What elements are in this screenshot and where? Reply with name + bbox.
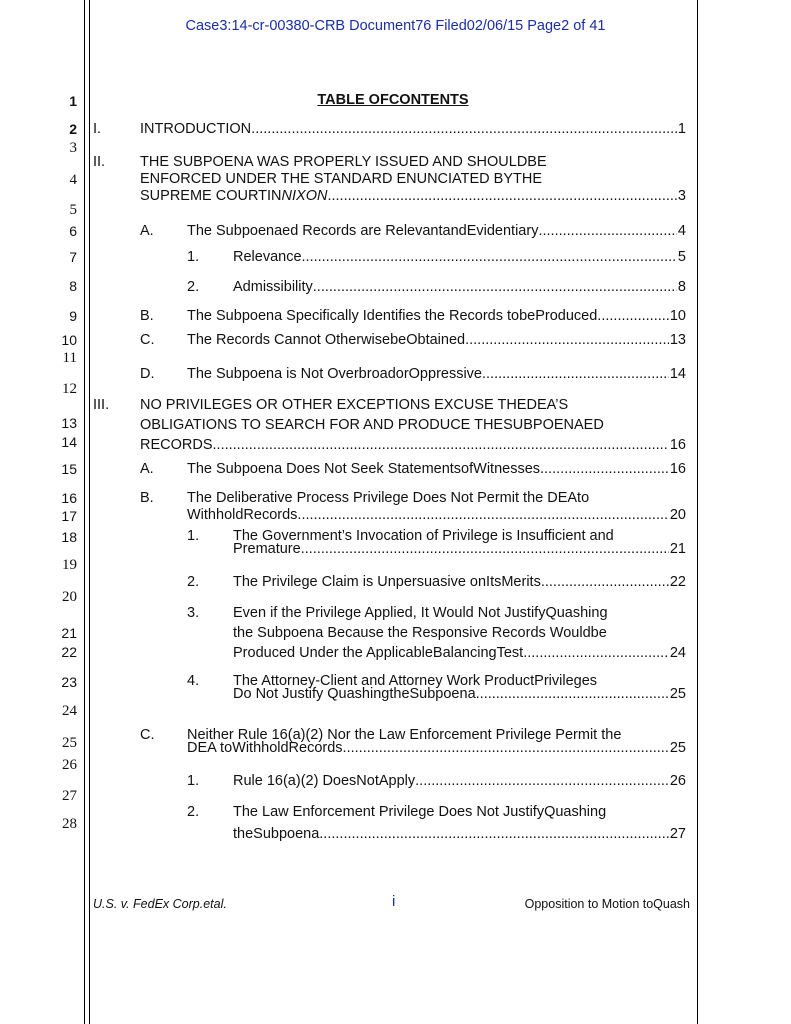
toc-entry-number: 1. <box>187 773 200 789</box>
line-number: 22 <box>61 644 77 660</box>
toc-entry-number: 2. <box>187 574 200 590</box>
toc-entry-heading-line <box>187 332 686 349</box>
line-number: 11 <box>62 350 77 366</box>
dot-leader <box>541 574 669 591</box>
dot-leader <box>319 826 669 843</box>
toc-entry-heading-line <box>233 773 686 790</box>
toc-entry-page: 25 <box>669 740 686 756</box>
line-number: 12 <box>62 381 77 397</box>
footer-case-name: U.S. v. FedEx Corp.etal. <box>93 897 227 911</box>
dot-leader <box>523 645 669 662</box>
line-number: 15 <box>61 461 77 477</box>
toc-entry-text: The Subpoena Does Not Seek StatementsofWitnesses <box>187 461 541 477</box>
line-number: 2 <box>69 121 77 137</box>
line-number: 1 <box>69 93 77 109</box>
toc-entry-number: I. <box>93 121 102 137</box>
toc-entry-number: 4. <box>187 673 200 689</box>
toc-entry-page: 8 <box>677 279 686 295</box>
toc-entry-page: 24 <box>669 645 686 661</box>
toc-entry-number: 2. <box>187 279 200 295</box>
toc-entry-number: 3. <box>187 605 200 621</box>
dot-leader <box>301 541 669 558</box>
toc-entry-text: Produced Under the ApplicableBalancingTest <box>233 645 524 661</box>
line-number: 27 <box>62 788 77 804</box>
toc-entry-page: 5 <box>677 249 686 265</box>
toc-entry-heading-line: The Deliberative Process Privilege Does Not Permit the DEAto <box>187 490 590 506</box>
toc-entry-heading-line: ENFORCED UNDER THE STANDARD ENUNCIATED BYTHE <box>140 171 543 187</box>
toc-entry-page: 27 <box>669 826 686 842</box>
toc-entry-heading-line <box>233 574 686 591</box>
toc-entry-heading-line <box>140 188 686 205</box>
toc-entry-text: SUPREME COURTINNIXON <box>140 188 328 204</box>
toc-entry-heading-line <box>233 249 686 266</box>
toc-entry-heading-line <box>233 826 686 843</box>
line-number: 18 <box>61 529 77 545</box>
toc-entry-heading-line: OBLIGATIONS TO SEARCH FOR AND PRODUCE THESUBPOENAED <box>140 417 604 433</box>
toc-entry-text: Premature <box>233 541 301 557</box>
toc-entry-heading-line <box>233 645 686 662</box>
line-number: 21 <box>61 625 77 641</box>
toc-entry-heading-line <box>187 740 686 757</box>
toc-entry-text: The Subpoena is Not OverbroadorOppressive <box>187 366 482 382</box>
toc-entry-text: WithholdRecords <box>187 507 298 523</box>
toc-entry-heading-line <box>187 308 686 325</box>
dot-leader <box>476 686 669 703</box>
dot-leader <box>465 332 669 349</box>
dot-leader <box>343 740 669 757</box>
line-number: 8 <box>69 278 77 294</box>
toc-entry-page: 22 <box>669 574 686 590</box>
toc-entry-heading-line: The Attorney-Client and Attorney Work ProductPrivileges <box>233 673 598 689</box>
toc-entry-text: The Records Cannot OtherwisebeObtained <box>187 332 466 348</box>
toc-entry-heading-line: Even if the Privilege Applied, It Would Not JustifyQuashing <box>233 605 608 621</box>
line-number: 16 <box>61 490 77 506</box>
toc-entry-heading-line <box>233 541 686 558</box>
toc-entry-heading-line <box>233 686 686 703</box>
left-margin-line-2 <box>89 0 90 1024</box>
toc-entry-heading-line: Neither Rule 16(a)(2) Nor the Law Enforcement Privilege Permit the <box>187 727 622 743</box>
toc-entry-text: Rule 16(a)(2) DoesNotApply <box>233 773 416 789</box>
line-number: 26 <box>62 757 77 773</box>
toc-entry-page: 25 <box>669 686 686 702</box>
toc-entry-page: 14 <box>669 366 686 382</box>
toc-entry-page: 10 <box>669 308 686 324</box>
left-margin-line-1 <box>84 0 85 1024</box>
toc-entry-text: Do Not Justify QuashingtheSubpoena <box>233 686 476 702</box>
case-header: Case3:14-cr-00380-CRB Document76 Filed02/06/15 Page2 of 41 <box>185 18 606 34</box>
toc-entry-number: II. <box>93 154 106 170</box>
toc-entry-number: D. <box>140 366 155 382</box>
footer-page-number: i <box>392 893 396 910</box>
toc-entry-page: 1 <box>677 121 686 137</box>
dot-leader <box>597 308 669 325</box>
toc-entry-number: 1. <box>187 249 200 265</box>
line-number: 14 <box>61 434 77 450</box>
line-number: 3 <box>69 140 77 156</box>
toc-entry-heading-line: The Government’s Invocation of Privilege is Insufficient and <box>233 528 614 544</box>
toc-entry-heading-line <box>187 461 686 478</box>
toc-entry-page: 16 <box>669 437 686 453</box>
toc-entry-page: 16 <box>669 461 686 477</box>
toc-entry-heading-line: the Subpoena Because the Responsive Records Wouldbe <box>233 625 607 641</box>
toc-entry-heading-line: NO PRIVILEGES OR OTHER EXCEPTIONS EXCUSE THEDEA’S <box>140 397 569 413</box>
dot-leader <box>302 249 677 266</box>
toc-entry-page: 26 <box>669 773 686 789</box>
dot-leader <box>251 121 677 138</box>
toc-entry-number: B. <box>140 308 154 324</box>
line-number: 24 <box>62 703 77 719</box>
line-number: 9 <box>69 308 77 324</box>
toc-entry-number: III. <box>93 397 110 413</box>
line-number: 23 <box>61 674 77 690</box>
line-number: 7 <box>69 249 77 265</box>
toc-entry-text: INTRODUCTION <box>140 121 252 137</box>
toc-entry-text: The Subpoenaed Records are RelevantandEvidentiary <box>187 223 539 239</box>
toc-entry-heading-line <box>187 366 686 383</box>
toc-entry-text: theSubpoena <box>233 826 320 842</box>
toc-entry-heading-line <box>140 121 686 138</box>
toc-entry-heading-line: THE SUBPOENA WAS PROPERLY ISSUED AND SHOULDBE <box>140 154 547 170</box>
line-number: 6 <box>69 223 77 239</box>
line-number: 5 <box>69 202 77 218</box>
toc-entry-number: 2. <box>187 804 200 820</box>
toc-entry-text: DEA toWithholdRecords <box>187 740 343 756</box>
toc-entry-heading-line <box>140 437 686 454</box>
toc-title: TABLE OFCONTENTS <box>317 92 469 108</box>
toc-entry-text: The Privilege Claim is Unpersuasive onItsMerits <box>233 574 541 590</box>
toc-entry-page: 4 <box>677 223 686 239</box>
toc-entry-number: 1. <box>187 528 200 544</box>
toc-entry-text: The Subpoena Specifically Identifies the Records tobeProduced <box>187 308 598 324</box>
toc-entry-number: A. <box>140 461 154 477</box>
toc-entry-number: B. <box>140 490 154 506</box>
footer-document-title: Opposition to Motion toQuash <box>524 897 690 911</box>
line-number: 28 <box>62 816 77 832</box>
dot-leader <box>313 279 677 296</box>
toc-entry-page: 20 <box>669 507 686 523</box>
dot-leader <box>538 223 676 240</box>
dot-leader <box>327 188 676 205</box>
dot-leader <box>415 773 669 790</box>
dot-leader <box>482 366 669 383</box>
toc-entry-heading-line <box>187 507 686 524</box>
toc-entry-heading-line: The Law Enforcement Privilege Does Not JustifyQuashing <box>233 804 607 820</box>
toc-entry-page: 13 <box>669 332 686 348</box>
toc-entry-heading-line <box>233 279 686 296</box>
dot-leader <box>297 507 668 524</box>
toc-entry-heading-line <box>187 223 686 240</box>
line-number: 17 <box>61 508 77 524</box>
line-number: 10 <box>61 332 77 348</box>
right-margin-line <box>697 0 698 1024</box>
toc-entry-number: C. <box>140 727 155 743</box>
toc-entry-page: 21 <box>669 541 686 557</box>
line-number: 19 <box>62 557 77 573</box>
line-number: 20 <box>62 589 77 605</box>
toc-entry-text: RECORDS <box>140 437 213 453</box>
toc-entry-number: C. <box>140 332 155 348</box>
line-number: 25 <box>62 735 77 751</box>
toc-entry-page: 3 <box>677 188 686 204</box>
line-number: 13 <box>61 415 77 431</box>
dot-leader <box>213 437 669 454</box>
toc-entry-text: Admissibility <box>233 279 313 295</box>
dot-leader <box>540 461 669 478</box>
toc-entry-number: A. <box>140 223 154 239</box>
line-number: 4 <box>69 172 77 188</box>
toc-entry-text: Relevance <box>233 249 302 265</box>
